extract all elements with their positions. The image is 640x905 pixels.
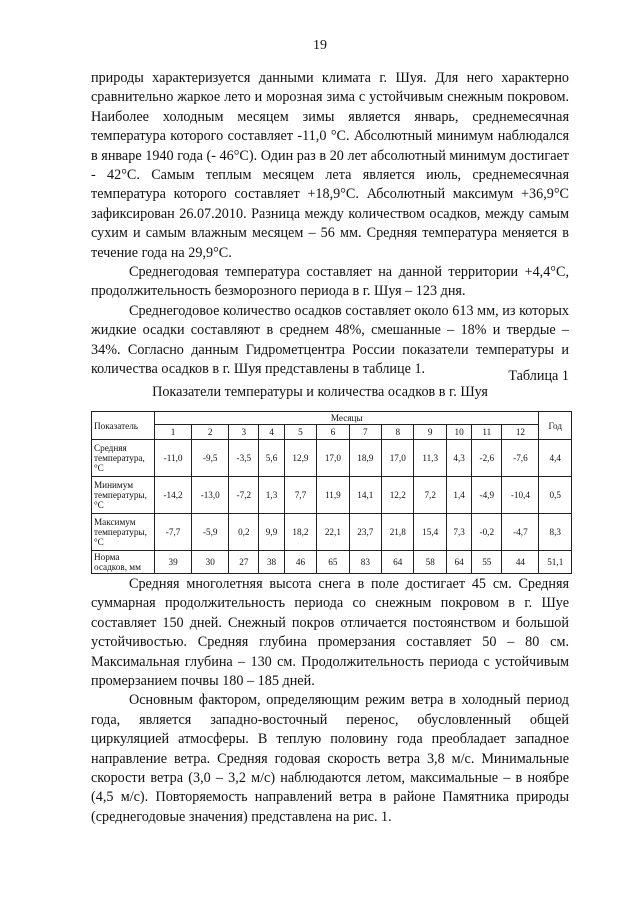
- row-label: Норма осадков, мм: [92, 551, 155, 574]
- table-cell: 38: [259, 551, 284, 574]
- table-cell: -14,2: [155, 477, 192, 514]
- table-cell: 17,0: [382, 440, 414, 477]
- table-cell: -2,6: [472, 440, 502, 477]
- row-label: Средняя температура, °С: [92, 440, 155, 477]
- month-header: 2: [192, 425, 229, 440]
- table-cell: -13,0: [192, 477, 229, 514]
- table-cell: 1,4: [446, 477, 471, 514]
- table-cell: 15,4: [414, 514, 446, 551]
- year-cell: 51,1: [539, 551, 572, 574]
- month-header: 12: [502, 425, 539, 440]
- table-cell: 30: [192, 551, 229, 574]
- table-row: [92, 440, 572, 477]
- table-cell: -7,6: [502, 440, 539, 477]
- month-header: 11: [472, 425, 502, 440]
- month-header: 9: [414, 425, 446, 440]
- table-cell: -3,5: [229, 440, 259, 477]
- month-header: 3: [229, 425, 259, 440]
- table-cell: -5,9: [192, 514, 229, 551]
- table-cell: 17,0: [317, 440, 349, 477]
- page-number: 19: [313, 38, 327, 53]
- table-cell: 23,7: [349, 514, 381, 551]
- month-header: 6: [317, 425, 349, 440]
- paragraph: природы характеризуется данными климата г. Шуя. Для него характерно сравнительно жаркое лето и морозная зима с устойчивым снежным покровом. Наиболее холодным месяцем зимы является январь, среднемесячная температура которого составляет -11,0 °С. Абсолютный минимум наблюдался в январе 1940 года (- 46°С). Один раз в 20 лет абсолютный минимум достигает - 42°С. Самым теплым месяцем лета является июль, среднемесячная температура которого составляет +18,9°С. Абсолютный максимум +36,9°С зафиксирован 26.07.2010. Разница между количеством осадков, между самым сухим и самым влажным месяцем – 56 мм. Средняя температура меняется в течение года на 29,9°С.: [91, 70, 569, 261]
- table-cell: 11,3: [414, 440, 446, 477]
- table-cell: 7,2: [414, 477, 446, 514]
- header-indicator: Показатель: [92, 412, 155, 440]
- table-cell: -4,9: [472, 477, 502, 514]
- table-cell: 64: [446, 551, 471, 574]
- month-header: 1: [155, 425, 192, 440]
- table-cell: -11,0: [155, 440, 192, 477]
- paragraph: Среднегодовая температура составляет на данной территории +4,4°С, продолжительность безморозного периода в г. Шуя – 123 дня.: [91, 264, 569, 300]
- table-cell: 4,3: [446, 440, 471, 477]
- table-title: Показатели температуры и количества осадков в г. Шуя: [152, 384, 488, 400]
- table-cell: 12,2: [382, 477, 414, 514]
- row-label: Минимум температуры, °С: [92, 477, 155, 514]
- table-cell: 21,8: [382, 514, 414, 551]
- table-cell: 0,2: [229, 514, 259, 551]
- table-cell: 22,1: [317, 514, 349, 551]
- month-header: 10: [446, 425, 471, 440]
- table-cell: 5,6: [259, 440, 284, 477]
- year-cell: 8,3: [539, 514, 572, 551]
- table-cell: 27: [229, 551, 259, 574]
- table-label: Таблица 1: [508, 368, 569, 384]
- paragraph: Среднегодовое количество осадков составляет около 613 мм, из которых жидкие осадки составляют в среднем 48%, смешанные – 18% и твердые – 34%. Согласно данным Гидрометцентра России показатели температуры и количества осадков в г. Шуя представлены в таблице 1.: [91, 302, 569, 378]
- table-header-row: [92, 412, 572, 425]
- year-cell: 0,5: [539, 477, 572, 514]
- table-cell: -9,5: [192, 440, 229, 477]
- table-cell: -4,7: [502, 514, 539, 551]
- table-row: [92, 551, 572, 574]
- table-row: [92, 477, 572, 514]
- table-row: [92, 514, 572, 551]
- table-cell: -7,2: [229, 477, 259, 514]
- table-cell: -7,7: [155, 514, 192, 551]
- paragraph: Средняя многолетняя высота снега в поле достигает 45 см. Средняя суммарная продолжительность периода со снежным покровом в г. Шуе составляет 150 дней. Снежный покров отличается постоянством и большой устойчивостью. Средняя глубина промерзания составляет 50 – 80 см. Максимальная глубина – 130 см. Продолжительность периода с устойчивым промерзанием почвы 180 – 185 дней.: [91, 576, 569, 690]
- table-cell: -10,4: [502, 477, 539, 514]
- paragraph: Основным фактором, определяющим режим ветра в холодный период года, является западно-восточный перенос, обусловленный общей циркуляцией атмосферы. В теплую половину года преобладает западное направление ветра. Средняя годовая скорость ветра 3,8 м/с. Минимальные скорости ветра (3,0 – 3,2 м/с) наблюдаются летом, максимальные – в ноябре (4,5 м/с). Повторяемость направлений ветра в районе Памятника природы (среднегодовые значения) представлена на рис. 1.: [91, 692, 569, 825]
- table-cell: 65: [317, 551, 349, 574]
- table-cell: 18,9: [349, 440, 381, 477]
- table-cell: 64: [382, 551, 414, 574]
- row-label: Максимум температуры, °С: [92, 514, 155, 551]
- table-cell: 9,9: [259, 514, 284, 551]
- table-cell: 39: [155, 551, 192, 574]
- table-cell: 1,3: [259, 477, 284, 514]
- month-header: 4: [259, 425, 284, 440]
- table-cell: 44: [502, 551, 539, 574]
- year-cell: 4,4: [539, 440, 572, 477]
- table-cell: 12,9: [284, 440, 316, 477]
- table-cell: 55: [472, 551, 502, 574]
- table-cell: 83: [349, 551, 381, 574]
- table-cell: 18,2: [284, 514, 316, 551]
- text-block-bottom: [91, 575, 569, 827]
- text-block-top: [91, 69, 569, 380]
- months-row: [92, 425, 572, 440]
- table-cell: 7,3: [446, 514, 471, 551]
- month-header: 7: [349, 425, 381, 440]
- table-cell: 58: [414, 551, 446, 574]
- table-cell: 11,9: [317, 477, 349, 514]
- header-year: Год: [539, 412, 572, 440]
- table-cell: 46: [284, 551, 316, 574]
- table-cell: 14,1: [349, 477, 381, 514]
- header-months: Месяцы: [155, 412, 539, 425]
- month-header: 5: [284, 425, 316, 440]
- table-cell: 7,7: [284, 477, 316, 514]
- month-header: 8: [382, 425, 414, 440]
- table-cell: -0,2: [472, 514, 502, 551]
- climate-table: [91, 411, 572, 574]
